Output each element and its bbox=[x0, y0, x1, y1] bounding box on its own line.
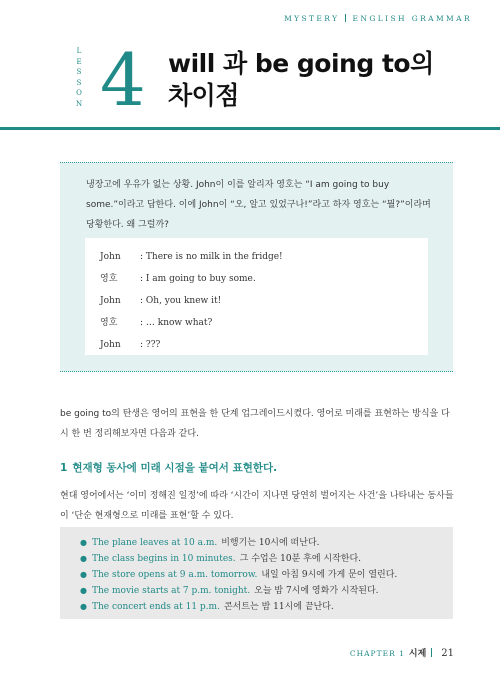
dialog-line bbox=[100, 246, 428, 268]
page-header bbox=[0, 0, 500, 130]
lesson-letter: S bbox=[76, 78, 82, 87]
example-english: The plane leaves at 10 a.m. bbox=[92, 538, 218, 548]
dialog-speaker: 영호 bbox=[100, 274, 118, 284]
dialog-text: : ??? bbox=[140, 340, 161, 350]
dialog-text: : I am going to buy some. bbox=[140, 274, 256, 284]
example-korean: 오늘 밤 7시에 영화가 시작된다. bbox=[254, 586, 379, 596]
series-label bbox=[284, 14, 472, 23]
example-korean: 내일 아침 9시에 가게 문이 열린다. bbox=[261, 570, 398, 580]
bullet-icon: ● bbox=[80, 586, 87, 595]
example-item bbox=[80, 567, 453, 583]
examples-box bbox=[60, 527, 453, 619]
body-paragraph: 현대 영어에서는 ‘이미 정해진 일정’에 따라 ‘시간이 지나면 당연히 벌어지는 사건’을 나타내는 동사들이 ‘단순 현재형으로 미래를 표현’할 수 있다. bbox=[60, 491, 454, 521]
example-english: The class begins in 10 minutes. bbox=[92, 554, 236, 564]
dialog-line bbox=[100, 268, 428, 290]
body-paragraph: be going to의 탄생은 영어의 표현을 한 단계 업그레이드시켰다. 영어로 미래를 표현하는 방식을 다시 한 번 정리해보자면 다음과 같다. bbox=[60, 409, 450, 439]
dialog-speaker: John bbox=[100, 296, 121, 306]
intro-box bbox=[60, 162, 453, 372]
example-english: The concert ends at 11 p.m. bbox=[92, 602, 220, 612]
dialog-card bbox=[85, 238, 428, 355]
dialog-speaker: John bbox=[100, 340, 121, 350]
example-korean: 비행기는 10시에 떠난다. bbox=[221, 538, 320, 548]
page-number: 21 bbox=[441, 648, 454, 659]
dialog-text: : Oh, you knew it! bbox=[140, 296, 222, 306]
page-footer bbox=[350, 646, 454, 659]
dialog-speaker: John bbox=[100, 252, 121, 262]
footer-chapter: CHAPTER 1 bbox=[349, 649, 405, 658]
example-korean: 콘서트는 밤 11시에 끝난다. bbox=[223, 602, 334, 612]
dialog-line bbox=[100, 290, 428, 312]
section-heading bbox=[60, 460, 277, 475]
dialog-line bbox=[100, 334, 428, 356]
lesson-letter: O bbox=[76, 89, 82, 97]
example-korean: 그 수업은 10분 후에 시작한다. bbox=[239, 554, 362, 564]
lesson-title-line: will 과 be going to의 bbox=[168, 49, 434, 78]
dialog-text: : There is no milk in the fridge! bbox=[140, 252, 283, 262]
bullet-icon: ● bbox=[80, 554, 87, 563]
example-item bbox=[80, 599, 453, 615]
lesson-letter: E bbox=[76, 57, 82, 66]
lesson-letter: N bbox=[75, 99, 83, 108]
dialog-speaker: 영호 bbox=[100, 318, 118, 328]
lesson-title bbox=[168, 48, 468, 112]
footer-chapter-title: 시제 bbox=[408, 649, 427, 659]
dialog-text: : … know what? bbox=[140, 318, 213, 328]
series-subtitle: ENGLISH GRAMMAR bbox=[352, 14, 472, 23]
lesson-label bbox=[74, 46, 84, 109]
series-divider bbox=[345, 14, 346, 22]
example-english: The store opens at 9 a.m. tomorrow. bbox=[92, 570, 258, 580]
bullet-icon: ● bbox=[80, 538, 87, 547]
lesson-letter: L bbox=[76, 47, 82, 55]
dialog-line bbox=[100, 312, 428, 334]
example-item bbox=[80, 535, 453, 551]
lesson-title-line: 차이점 bbox=[168, 81, 239, 110]
lesson-letter: S bbox=[76, 68, 82, 76]
header-rule bbox=[0, 127, 500, 130]
footer-divider bbox=[431, 648, 432, 657]
section-title: 현재형 동사에 미래 시점을 붙여서 표현한다. bbox=[72, 462, 278, 474]
bullet-icon: ● bbox=[80, 602, 87, 611]
example-item bbox=[80, 583, 453, 599]
lesson-number: 4 bbox=[100, 38, 146, 122]
example-item bbox=[80, 551, 453, 567]
bullet-icon: ● bbox=[80, 570, 87, 579]
series-name: MYSTERY bbox=[284, 14, 340, 23]
intro-text: 냉장고에 우유가 없는 상황. John이 이를 알리자 영호는 “I am going to buy some.”이라고 답한다. 이에 John이 “오, 알고 있었구나!”라고 하자 영호는 “뭘?”이라며 당황한다. 왜 그럴까? bbox=[86, 180, 431, 230]
example-english: The movie starts at 7 p.m. tonight. bbox=[92, 586, 251, 596]
section-number: 1 bbox=[60, 462, 68, 474]
